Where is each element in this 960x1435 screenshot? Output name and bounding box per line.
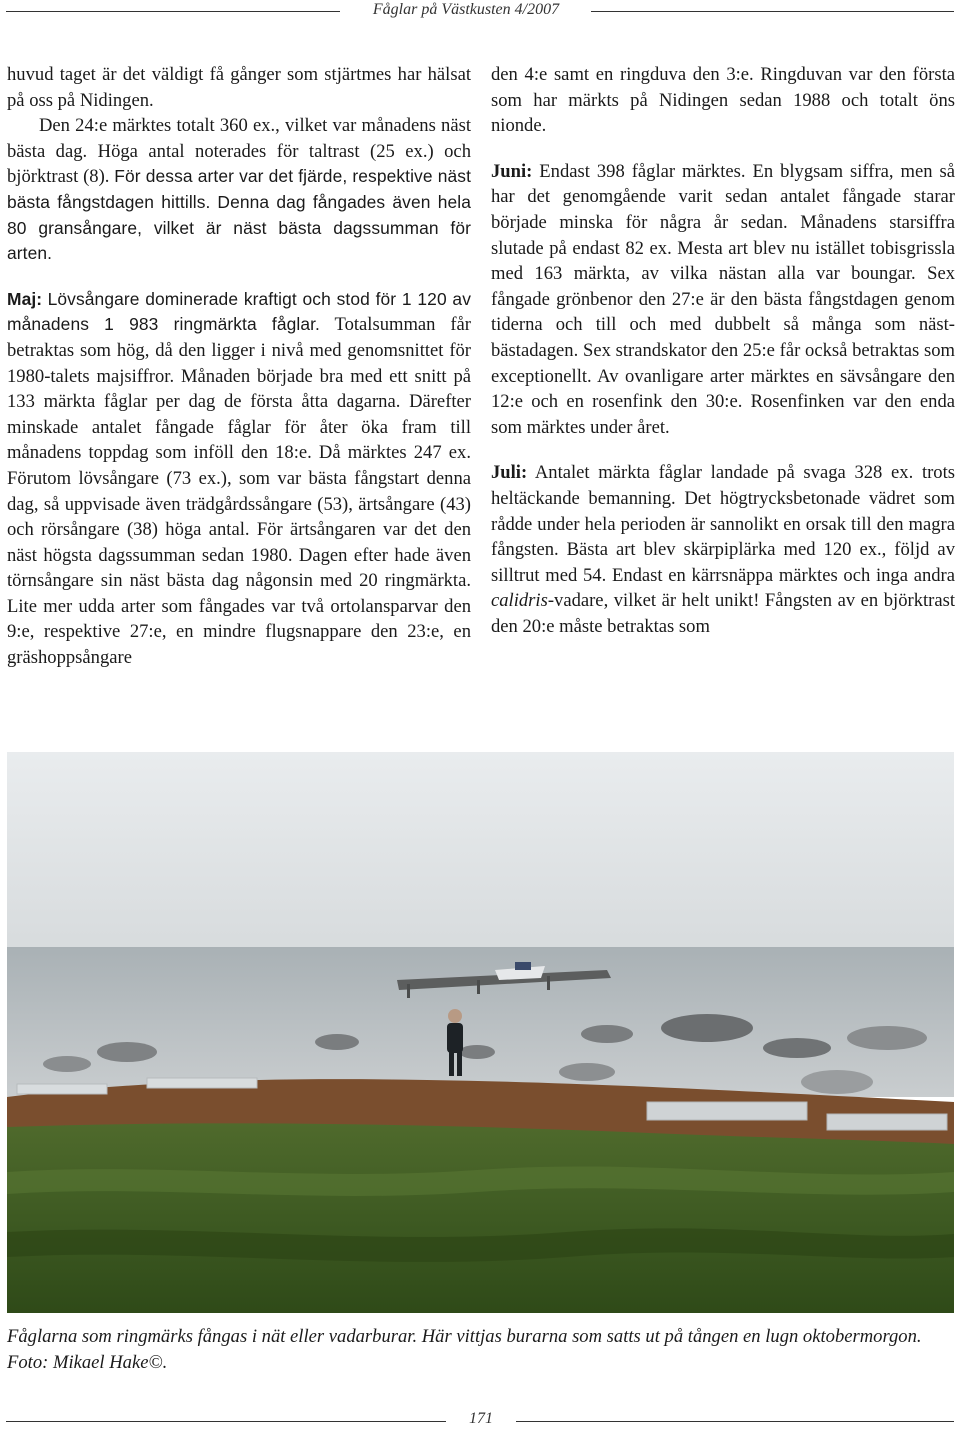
person-head [448,1009,462,1023]
page-footer [6,1408,954,1432]
footer-rule-left [6,1421,446,1422]
pier-post [547,976,550,990]
running-header [6,0,954,22]
text-span: Totalsumman får betraktas som hög, då den ligger i nivå med genomsnittet för 1980-talets majsiffror. [7,314,471,387]
page-number: 171 [469,1410,493,1427]
paragraph-24th [7,113,471,267]
text-span: Den 24:e märktes totalt 360 ex., vilket var månadens näst bästa dag. Höga antal noterades för taltrast (25 ex.) och björktrast (8). [7,115,471,188]
month-label-july: Juli: [491,462,528,484]
rock [459,1045,495,1059]
italic-term: calidris [491,590,548,612]
person-body [447,1023,463,1053]
rock [763,1038,831,1058]
paragraph-continuation [7,62,471,113]
month-label-may: Maj: [7,288,43,309]
paragraph-june [491,159,955,441]
rock [559,1063,615,1081]
text-span: -vadare, vilket är helt unikt! Fångsten av en björktrast den 20:e måste betraktas som [491,590,955,637]
photo-illustration [7,752,954,1313]
rock [581,1025,633,1043]
rock [801,1070,873,1094]
text-span: den 4:e samt en ringduva den 3:e. Ringduvan var den första som har märkts på Nidingen sedan 1988 och totalt öns nionde. [491,64,955,137]
rock [661,1014,753,1042]
rock [315,1034,359,1050]
bird-cage [17,1084,107,1094]
pier-post [407,984,410,998]
bird-cage [147,1078,257,1088]
photo-caption: Fåglarna som ringmärks fångas i nät eller vadarburar. Här vittjas burarna som satts ut på tången en lugn oktobermorgon. Foto: Mikael Hake©. [7,1326,922,1373]
rock [97,1042,157,1062]
month-label-june: Juni: [491,160,533,182]
text-span: Antalet märkta fåglar landade på svaga 328 ex. trots heltäckande bemanning. Det högtrycksbetonade vädret som rådde under hela perioden är sannolikt en orsak till den magra fångsten. Bästa art blev skärpiplärka med 120 ex., följd av silltrut med 54. Endast en kärrsnäppa märktes och inga andra [491,462,955,586]
paragraph-continuation-right [491,62,955,139]
boat-cabin [515,962,531,970]
rock [43,1056,91,1072]
bird-cage [647,1102,807,1120]
right-column [491,62,955,639]
text-span: För dessa arter var det fjärde, respektive näst bästa fångstdagen hittills. [7,166,471,212]
text-span: huvud taget är det väldigt få gånger som stjärtmes har hälsat på oss på Nidingen. [7,64,471,111]
shore-photo [7,752,954,1313]
rock [847,1026,927,1050]
header-rule-left [6,11,340,12]
bird-cage [827,1114,947,1130]
text-span: Denna dag fångades även hela 80 gransångare, vilket är näst bästa dagssumman för arten. [7,191,471,264]
header-rule-right [591,11,954,12]
left-column [7,62,471,671]
pier-post [477,980,480,994]
sky [7,752,954,952]
paragraph-july [491,460,955,639]
journal-title: Fåglar på Västkusten 4/2007 [372,1,560,18]
footer-rule-right [516,1421,954,1422]
paragraph-may [7,287,471,671]
person-leg [457,1052,462,1076]
text-span: Endast 398 fåglar märktes. En blygsam siffra, men så har det genomgående varit sedan antalet fångade starar började minska för några år sedan. Månadens starsiffra slutade på endast 82 ex. Mesta art blev nu istället tobisgrissla med 163 märkta, av vilka nästan alla var boungar. Sex fångade grönbenor den 27:e är den bästa fångstdagen genom tiderna och till och med dubbelt så många som näst-bästadagen. Sex strandskator den 25:e får också betraktas som exceptionellt. Av ovanligare arter märktes en sävsångare den 12:e och en rosenfink den 30:e. Rosenfinken var den enda som märktes under året. [491,160,955,438]
grass-foreground [7,1123,954,1313]
text-span: Lövsångare dominerade kraftigt och stod för 1 120 av månadens 1 983 ringmärkta fåglar. [7,288,472,335]
person-leg [449,1052,454,1076]
text-span: Månaden började bra med ett snitt på 133 märkta fåglar per dag de första åtta dagarna. Därefter minskade antalet fångade fåglar för åter öka fram till månadens toppdag som inföll den 18:e. Då märktes 247 ex. Förutom lövsångare (73 ex.), som var bästa fångstart denna dag, så uppvisade även trädgårdssångare (53), ärtsångare (43) och rörsångare (38) höga antal. För ärtsångaren var det den näst högsta dagssumman sedan 1980. Dagen efter hade även törnsångare sin näst bästa dag någonsin med 20 ringmärkta. Lite mer udda arter som fångades var två ortolansparvar den 9:e, respektive 27:e, en mindre flugsnappare den 23:e, en gräshoppsångare [7,365,471,669]
